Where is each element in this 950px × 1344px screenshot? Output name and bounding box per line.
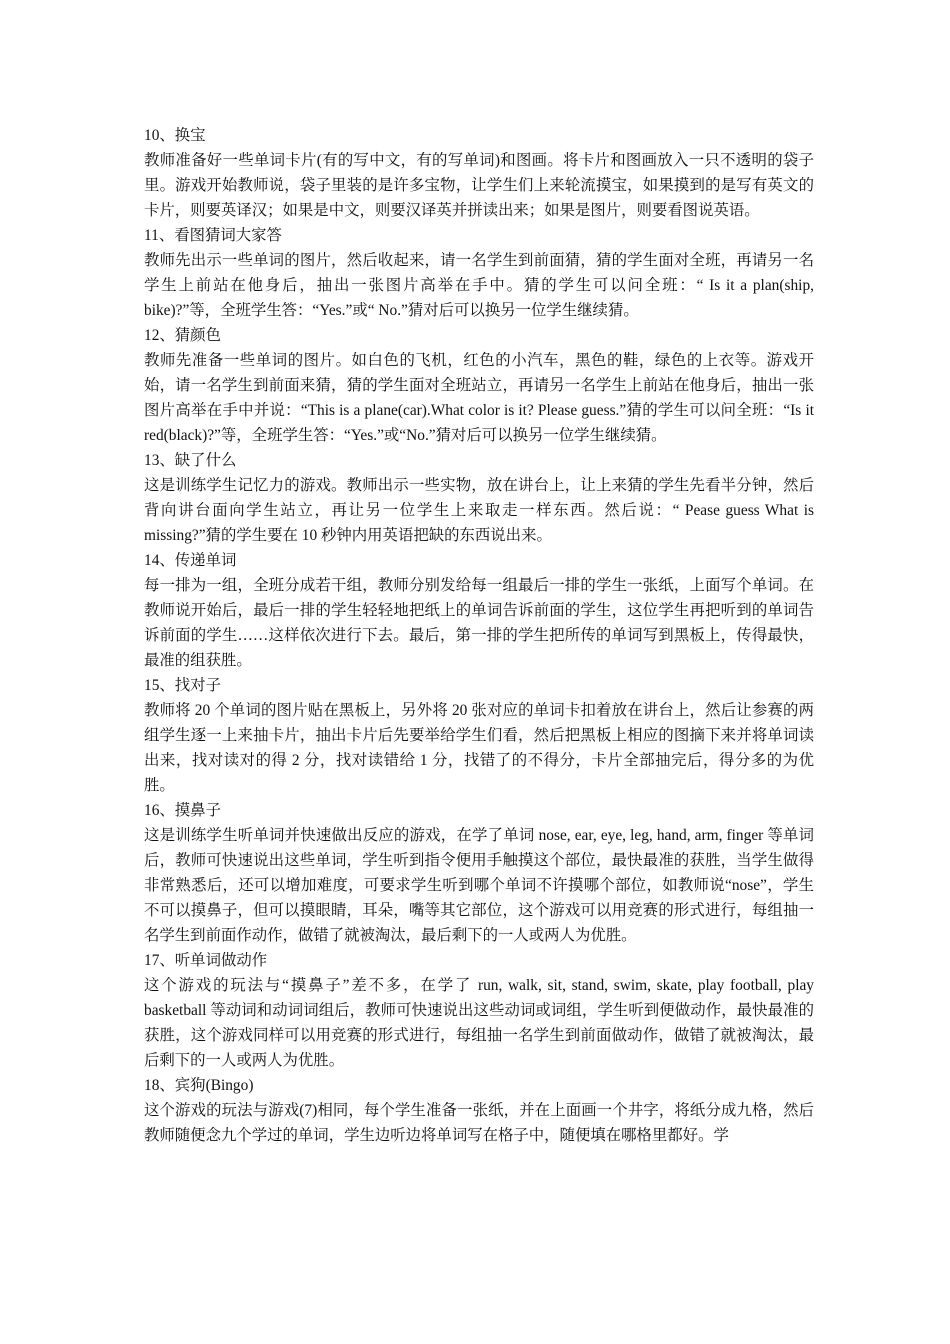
section-heading-15: 15、找对子	[144, 677, 221, 694]
section-body-16: 这是训练学生听单词并快速做出反应的游戏，在学了单词 nose, ear, eye, leg, hand, arm, finger 等单词后，教师可快速说出这些单词，学生听到指令便用手触摸这个部位，最快最准的获胜，当学生做得非常熟悉后，还可以增加难度，可要求学生听到哪个单词不许摸哪个部位，如教师说“nose”，学生不可以摸鼻子，但可以摸眼睛，耳朵，嘴等其它部位，这个游戏可以用竞赛的形式进行，每组抽一名学生到前面作动作，做错了就被淘汰，最后剩下的一人或两人为优胜。	[144, 827, 814, 944]
document-page	[144, 123, 814, 1148]
section-heading-16: 16、摸鼻子	[144, 802, 221, 819]
section-body-12: 教师先准备一些单词的图片。如白色的飞机，红色的小汽车，黑色的鞋，绿色的上衣等。游戏开始，请一名学生到前面来猜，猜的学生面对全班站立，再请另一名学生上前站在他身后，抽出一张图片高举在手中并说：“This is a plane(car).What color is it? Please guess.”猜的学生可以问全班：“Is it red(black)?”等，全班学生答：“Yes.”或“No.”猜对后可以换另一位学生继续猜。	[144, 352, 814, 444]
section-heading-13: 13、缺了什么	[144, 452, 237, 469]
section-body-10: 教师准备好一些单词卡片(有的写中文，有的写单词)和图画。将卡片和图画放入一只不透明的袋子里。游戏开始教师说，袋子里装的是许多宝物，让学生们上来轮流摸宝，如果摸到的是写有英文的卡片，则要英译汉；如果是中文，则要汉译英并拼读出来；如果是图片，则要看图说英语。	[144, 152, 814, 219]
section-heading-14: 14、传递单词	[144, 552, 237, 569]
section-body-17: 这个游戏的玩法与“摸鼻子”差不多，在学了 run, walk, sit, stand, swim, skate, play football, play basketball 等动词和动词词组后，教师可快速说出这些动词或词组，学生听到便做动作，最快最准的获胜，这个游戏同样可以用竞赛的形式进行，每组抽一名学生到前面做动作，做错了就被淘汰，最后剩下的一人或两人为优胜。	[144, 977, 814, 1069]
section-heading-17: 17、听单词做动作	[144, 952, 268, 969]
section-heading-12: 12、猜颜色	[144, 327, 221, 344]
section-heading-11: 11、看图猜词大家答	[144, 227, 282, 244]
section-heading-10: 10、换宝	[144, 127, 206, 144]
section-body-15: 教师将 20 个单词的图片贴在黑板上，另外将 20 张对应的单词卡扣着放在讲台上，然后让参赛的两组学生逐一上来抽卡片，抽出卡片后先要举给学生们看，然后把黑板上相应的图摘下来并将单词读出来，找对读对的得 2 分，找对读错给 1 分，找错了的不得分，卡片全部抽完后，得分多的为优胜。	[144, 702, 814, 794]
section-body-13: 这是训练学生记忆力的游戏。教师出示一些实物，放在讲台上，让上来猜的学生先看半分钟，然后背向讲台面向学生站立，再让另一位学生上来取走一样东西。然后说：“ Pease guess What is missing?”猜的学生要在 10 秒钟内用英语把缺的东西说出来。	[144, 477, 814, 544]
section-heading-18: 18、宾狗(Bingo)	[144, 1077, 254, 1094]
section-body-14: 每一排为一组，全班分成若干组，教师分别发给每一组最后一排的学生一张纸，上面写个单词。在教师说开始后，最后一排的学生轻轻地把纸上的单词告诉前面的学生，这位学生再把听到的单词告诉前面的学生……这样依次进行下去。最后，第一排的学生把所传的单词写到黑板上，传得最快，最准的组获胜。	[144, 577, 814, 669]
section-body-18: 这个游戏的玩法与游戏(7)相同，每个学生准备一张纸，并在上面画一个井字，将纸分成九格，然后教师随便念九个学过的单词，学生边听边将单词写在格子中，随便填在哪格里都好。学	[144, 1102, 814, 1144]
section-body-11: 教师先出示一些单词的图片，然后收起来，请一名学生到前面猜，猜的学生面对全班，再请另一名学生上前站在他身后，抽出一张图片高举在手中。猜的学生可以问全班：“ Is it a plan(ship, bike)?”等，全班学生答：“Yes.”或“ No.”猜对后可以换另一位学生继续猜。	[144, 252, 814, 319]
